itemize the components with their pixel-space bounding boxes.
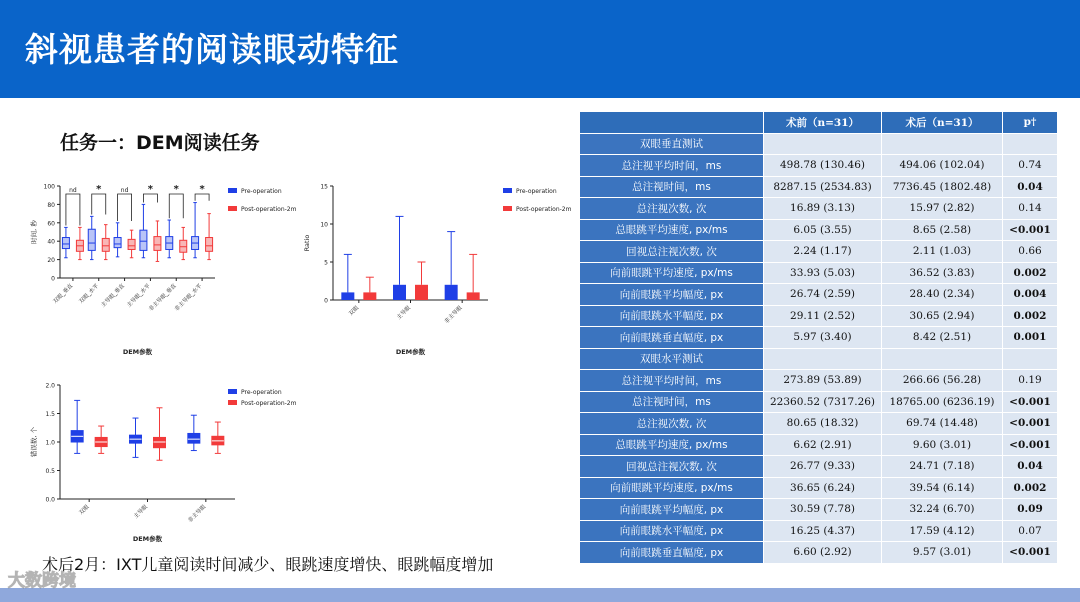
pre-value-cell [764,348,882,370]
p-value-cell: 0.004 [1003,284,1058,306]
table-header-row [580,112,1058,134]
row-label: 双眼水平测试 [580,348,764,370]
chart-svg [28,380,303,545]
statistics-table [579,111,1058,564]
box-iqr [206,238,213,252]
y-axis-label: 时间, 秒 [30,220,38,244]
table-row [580,499,1058,521]
table-section-row [580,348,1058,370]
legend-label: Post-operation-2m [516,206,572,213]
legend-swatch-pre [228,389,237,394]
pre-value-cell: 6.62 (2.91) [764,434,882,456]
pre-value-cell: 6.60 (2.92) [764,542,882,564]
p-value-cell: 0.04 [1003,456,1058,478]
chart-svg [303,178,580,358]
post-value-cell: 15.97 (2.82) [882,198,1003,220]
box-iqr [114,238,121,248]
post-value-cell: 39.54 (6.14) [882,477,1003,499]
header-cell-post: 术后（n=31） [882,112,1003,134]
x-axis-label: DEM参数 [122,348,153,356]
y-tick-label: 5 [324,259,328,267]
legend-label: Pre-operation [516,188,557,195]
page-title: 斜视患者的阅读眼动特征 [25,30,399,69]
significance-bracket [118,194,132,221]
x-tick-label: 双眼 [348,305,361,318]
p-value-cell: <0.001 [1003,219,1058,241]
post-value-cell: 36.52 (3.83) [882,262,1003,284]
row-label: 总注视平均时间，ms [580,155,764,177]
box-iqr [154,237,161,251]
row-label: 总眼跳平均速度, px/ms [580,434,764,456]
row-label: 回视总注视次数, 次 [580,456,764,478]
x-tick-label: 主导眼 [132,504,149,521]
pre-value-cell: 6.05 (3.55) [764,219,882,241]
p-value-cell [1003,133,1058,155]
row-label: 总注视时间，ms [580,391,764,413]
y-tick-label: 0 [51,275,55,283]
legend-swatch-pre [503,188,512,193]
significance-label: * [147,184,154,195]
table-row [580,520,1058,542]
significance-label: * [96,184,102,195]
post-value-cell: 8.65 (2.58) [882,219,1003,241]
table-row [580,176,1058,198]
bar [341,292,354,300]
y-tick-label: 20 [47,257,55,265]
y-axis-label: 错误数, 个 [30,426,38,458]
bar [363,292,376,300]
chart-svg [28,178,303,358]
y-tick-label: 2.0 [45,382,55,390]
table-section-row [580,133,1058,155]
p-value-cell: 0.001 [1003,327,1058,349]
x-tick-label: 双眼_水平 [78,283,101,305]
row-label: 总注视时间，ms [580,176,764,198]
legend-swatch-post [503,206,512,211]
x-tick-label: 双眼_垂直 [52,283,75,305]
y-axis-label: Ratio [303,234,311,252]
table-row [580,305,1058,327]
significance-label: * [173,184,179,195]
p-value-cell: 0.07 [1003,520,1058,542]
table-row [580,219,1058,241]
table-row [580,542,1058,564]
bar [467,292,480,300]
row-label: 双眼垂直测试 [580,133,764,155]
pre-value-cell: 33.93 (5.03) [764,262,882,284]
box-iqr [88,229,95,250]
p-value-cell: 0.002 [1003,305,1058,327]
post-value-cell: 24.71 (7.18) [882,456,1003,478]
pre-value-cell: 22360.52 (7317.26) [764,391,882,413]
x-tick-label: 双眼 [78,504,91,517]
p-value-cell: <0.001 [1003,391,1058,413]
x-tick-label: 主导眼 [395,305,412,322]
y-tick-label: 40 [47,238,55,246]
post-value-cell: 2.11 (1.03) [882,241,1003,263]
table-row [580,198,1058,220]
header-cell-empty [580,112,764,134]
row-label: 向前眼跳平均速度, px/ms [580,262,764,284]
legend-swatch-post [228,206,237,211]
legend-swatch-pre [228,188,237,193]
p-value-cell [1003,348,1058,370]
bar [393,285,406,300]
post-value-cell: 69.74 (14.48) [882,413,1003,435]
y-tick-label: 100 [43,183,55,191]
significance-bracket [195,194,209,201]
post-value-cell: 494.06 (102.04) [882,155,1003,177]
table-row [580,477,1058,499]
pre-value-cell: 5.97 (3.40) [764,327,882,349]
p-value-cell: 0.002 [1003,262,1058,284]
row-label: 向前眼跳水平幅度, px [580,305,764,327]
row-label: 向前眼跳平均幅度, px [580,499,764,521]
pre-value-cell: 16.89 (3.13) [764,198,882,220]
box-iqr [188,433,200,443]
pre-value-cell: 273.89 (53.89) [764,370,882,392]
legend-label: Post-operation-2m [241,400,297,407]
box-iqr [128,239,135,249]
post-value-cell: 17.59 (4.12) [882,520,1003,542]
table-row [580,413,1058,435]
y-tick-label: 10 [320,221,328,229]
task-title: 任务一：DEM阅读任务 [60,132,260,154]
error-count-boxplot [28,380,303,545]
fixation-time-boxplot [28,178,303,358]
y-tick-label: 0.5 [45,468,55,475]
x-tick-label: 主导眼_垂直 [100,283,126,309]
p-value-cell: 0.19 [1003,370,1058,392]
pre-value-cell: 36.65 (6.24) [764,477,882,499]
box-iqr [140,230,147,250]
y-tick-label: 0.0 [45,496,55,504]
y-tick-label: 80 [47,201,55,209]
post-value-cell: 9.60 (3.01) [882,434,1003,456]
row-label: 向前眼跳水平幅度, px [580,520,764,542]
ratio-bar-chart [303,178,580,358]
significance-label: nd [69,187,77,194]
p-value-cell: 0.66 [1003,241,1058,263]
row-label: 向前眼跳垂直幅度, px [580,327,764,349]
significance-bracket [92,194,106,215]
post-value-cell: 8.42 (2.51) [882,327,1003,349]
pre-value-cell: 80.65 (18.32) [764,413,882,435]
post-value-cell: 32.24 (6.70) [882,499,1003,521]
pre-value-cell: 29.11 (2.52) [764,305,882,327]
title-banner [0,0,1080,98]
pre-value-cell: 16.25 (4.37) [764,520,882,542]
post-value-cell: 7736.45 (1802.48) [882,176,1003,198]
y-tick-label: 1.0 [45,439,55,447]
post-value-cell [882,133,1003,155]
row-label: 回视总注视次数, 次 [580,241,764,263]
table-row [580,327,1058,349]
row-label: 向前眼跳平均幅度, px [580,284,764,306]
significance-label: * [199,184,205,195]
table-row [580,434,1058,456]
table-row [580,391,1058,413]
bar [415,285,428,300]
table-row [580,241,1058,263]
table-row [580,155,1058,177]
row-label: 向前眼跳垂直幅度, px [580,542,764,564]
pre-value-cell: 2.24 (1.17) [764,241,882,263]
y-tick-label: 15 [320,183,328,191]
row-label: 向前眼跳平均速度, px/ms [580,477,764,499]
significance-bracket [143,194,157,203]
header-cell-pre: 术前（n=31） [764,112,882,134]
conclusion-note: 术后2月：IXT儿童阅读时间减少、眼跳速度增快、眼跳幅度增加 [42,555,494,574]
post-value-cell: 28.40 (2.34) [882,284,1003,306]
legend-label: Pre-operation [241,188,282,195]
table-row [580,456,1058,478]
post-value-cell: 266.66 (56.28) [882,370,1003,392]
pre-value-cell: 26.74 (2.59) [764,284,882,306]
p-value-cell: <0.001 [1003,542,1058,564]
p-value-cell: 0.74 [1003,155,1058,177]
pre-value-cell: 30.59 (7.78) [764,499,882,521]
y-tick-label: 60 [47,220,55,228]
significance-bracket [66,194,80,226]
x-tick-label: 非主导眼 [443,305,464,325]
row-label: 总注视次数, 次 [580,198,764,220]
table-row [580,262,1058,284]
x-tick-label: 非主导眼 [187,504,208,524]
legend-label: Post-operation-2m [241,206,297,213]
table-row [580,370,1058,392]
footer-band [0,588,1080,602]
p-value-cell: 0.09 [1003,499,1058,521]
x-tick-label: 非主导眼_垂直 [148,283,178,313]
p-value-cell: 0.14 [1003,198,1058,220]
row-label: 总注视次数, 次 [580,413,764,435]
post-value-cell [882,348,1003,370]
x-axis-label: DEM参数 [395,348,426,356]
pre-value-cell: 498.78 (130.46) [764,155,882,177]
bar [445,285,458,300]
significance-label: nd [120,187,129,194]
table-row [580,284,1058,306]
box-iqr [154,437,166,447]
header-cell-p: p† [1003,112,1058,134]
p-value-cell: 0.04 [1003,176,1058,198]
x-tick-label: 非主导眼_水平 [173,283,204,313]
pre-value-cell [764,133,882,155]
pre-value-cell: 26.77 (9.33) [764,456,882,478]
p-value-cell: <0.001 [1003,413,1058,435]
watermark-logo: 大数跨境 [8,571,76,591]
box-iqr [62,238,69,249]
row-label: 总眼跳平均速度, px/ms [580,219,764,241]
pre-value-cell: 8287.15 (2534.83) [764,176,882,198]
significance-bracket [169,194,183,218]
box-iqr [102,238,109,251]
post-value-cell: 18765.00 (6236.19) [882,391,1003,413]
x-axis-label: DEM参数 [132,535,163,543]
p-value-cell: <0.001 [1003,434,1058,456]
y-tick-label: 0 [324,297,328,305]
post-value-cell: 9.57 (3.01) [882,542,1003,564]
legend-swatch-post [228,400,237,405]
x-tick-label: 主导眼_水平 [126,283,152,309]
y-tick-label: 1.5 [45,411,55,418]
legend-label: Pre-operation [241,389,282,396]
p-value-cell: 0.002 [1003,477,1058,499]
post-value-cell: 30.65 (2.94) [882,305,1003,327]
row-label: 总注视平均时间，ms [580,370,764,392]
